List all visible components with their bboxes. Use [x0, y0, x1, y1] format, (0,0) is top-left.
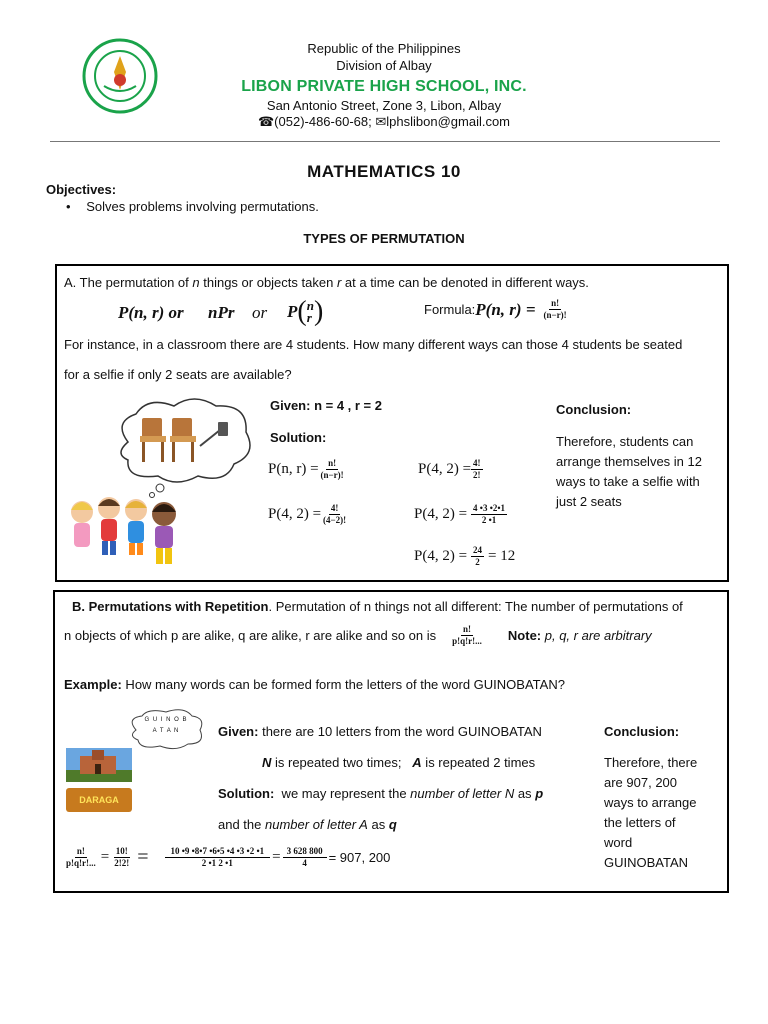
- church-photo: [66, 748, 132, 782]
- computation-b: $\frac{n!}{p!q!r!...}$ = $\frac{10!}{2!2!}$ = $\frac{10 •9 •8•7 •6•5 •4 •3 •2 •1}{2 •1 2 •1}$ = $\frac{3 628 800}{4}$ = 907, 200: [66, 846, 391, 868]
- formula: Formula: P(n, r) = $\frac{n!}{(n-r)!}$: [424, 298, 567, 320]
- town-sign: [66, 788, 132, 812]
- example-b: Example: How many words can be formed form the letters of the word GUINOBATAN?: [64, 677, 565, 692]
- email-address[interactable]: lphslibon@gmail.com: [386, 114, 511, 129]
- conclusion-b-heading: Conclusion:: [604, 724, 680, 739]
- given-a: Given: n = 4 , r = 2: [270, 398, 382, 413]
- step-3: P(4, 2) = $\frac{4!}{2!}$: [418, 458, 481, 480]
- school-address: San Antonio Street, Zone 3, Libon, Albay: [266, 98, 502, 113]
- notation-npr: nPr: [208, 303, 235, 322]
- phone-number: (052)-486-60-68;: [274, 114, 372, 129]
- solution-b-line1: Solution: we may represent the number of letter N as p: [218, 786, 544, 801]
- kids-illustration: [64, 490, 196, 570]
- instance-line1: For instance, in a classroom there are 4 students. How many different ways can those 4 students be seated: [64, 337, 683, 352]
- cloud-bottom-letters: A T A N: [152, 728, 180, 734]
- section-a-heading: A. The permutation of n things or objects taken r at a time can be denoted in different ways.: [64, 275, 589, 290]
- step-2: P(4, 2) = $\frac{4!}{(4-2)!}$: [268, 503, 347, 525]
- repeats-b: N is repeated two times; A is repeated 2 times: [262, 755, 536, 770]
- email-icon: ✉: [375, 114, 387, 129]
- page-title: MATHEMATICS 10: [307, 162, 461, 181]
- notation-binomial: P ( n r ): [287, 296, 324, 327]
- bullet-icon: •: [66, 199, 71, 214]
- header-line1: Republic of the Philippines: [307, 41, 461, 56]
- solution-a: Solution:: [270, 430, 327, 445]
- header-divider: [50, 141, 720, 142]
- given-b: Given: there are 10 letters from the word GUINOBATAN: [218, 724, 542, 739]
- thought-cloud-chairs: [108, 392, 258, 498]
- conclusion-a-heading: Conclusion:: [556, 402, 632, 417]
- letters-cloud: [126, 708, 206, 750]
- objective-item: • Solves problems involving permutations.: [66, 199, 319, 214]
- phone-icon: ☎: [257, 114, 275, 129]
- section-b-heading: B. Permutations with Repetition. Permutation of n things not all different: The number of permutations of: [72, 599, 683, 614]
- section-b-line2: n objects of which p are alike, q are alike, r are alike and so on is $\frac{n!}{p!q!r!...}$ Note: p, q, r are arbitrary: [64, 624, 652, 646]
- contact-line: [0, 114, 768, 130]
- step-4: P(4, 2) = $\frac{4 •3 •2•1}{2 •1}$: [414, 503, 505, 525]
- cloud-top-letters: G U I N O B: [144, 717, 188, 723]
- conclusion-a: Therefore, students can arrange themselves in 12 ways to take a selfie with just 2 seats: [556, 434, 702, 509]
- conclusion-b: Therefore, there are 907, 200 ways to arrange the letters of word GUINOBATAN: [604, 755, 698, 870]
- step-5: P(4, 2) = $\frac{24}{2}$ = 12: [414, 545, 516, 567]
- notation-or: or: [252, 303, 268, 322]
- section-title: TYPES OF PERMUTATION: [303, 231, 465, 246]
- objectives-heading: Objectives:: [46, 182, 117, 197]
- header-line2: Division of Albay: [336, 58, 432, 73]
- step-1: P(n, r) = $\frac{n!}{(n-r)!}$: [268, 458, 344, 480]
- instance-line2: for a selfie if only 2 seats are available?: [64, 367, 292, 382]
- sign-label: DARAGA: [79, 795, 119, 805]
- solution-b-line2: and the number of letter A as q: [218, 817, 397, 832]
- school-name: LIBON PRIVATE HIGH SCHOOL, INC.: [241, 78, 527, 95]
- notation-pnr: P(n, r) or: [118, 303, 184, 322]
